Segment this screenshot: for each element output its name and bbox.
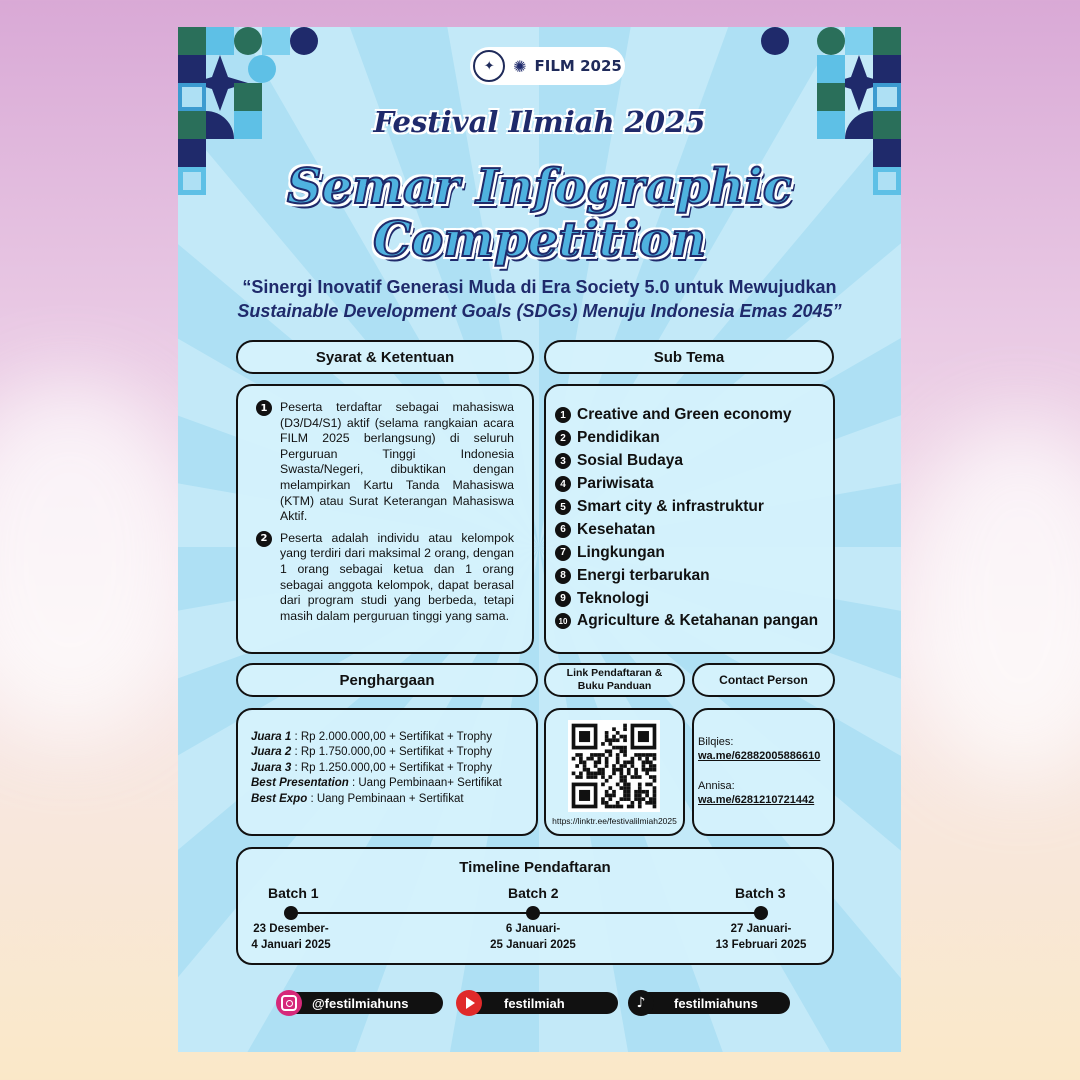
award-item bbox=[251, 745, 536, 760]
award-label: Juara 3 bbox=[251, 761, 292, 774]
social-instagram[interactable] bbox=[278, 992, 443, 1014]
contact-person-2 bbox=[698, 779, 833, 807]
subtema-item bbox=[555, 518, 833, 541]
timeline-dot bbox=[526, 906, 540, 920]
award-text: : Uang Pembinaan+ Sertifikat bbox=[348, 777, 502, 790]
contact-name: Bilqies: bbox=[698, 736, 734, 748]
syarat-item bbox=[256, 400, 514, 525]
tagline-line2: Sustainable Development Goals (SDGs) Menuju Indonesia Emas 2045” bbox=[237, 301, 842, 321]
youtube-icon bbox=[456, 990, 482, 1016]
social-handle: festilmiah bbox=[504, 995, 565, 1011]
number-badge: 2 bbox=[555, 430, 571, 446]
number-badge: 9 bbox=[555, 591, 571, 607]
subtema-label: Agriculture & Ketahanan pangan bbox=[577, 612, 819, 630]
award-text: : Rp 2.000.000,00 + Sertifikat + Trophy bbox=[291, 731, 493, 743]
syarat-text: Peserta terdaftar sebagai mahasiswa (D3/D4/S1) aktif (selama rangkaian acara FILM 2025 berlangsung) di seluruh Perguruan Tinggi Indonesia Swasta/Negeri, dibuktikan dengan melampirkan Kartu Tanda Mahasiswa (KTM) atau Surat Keterangan Mahasiswa Aktif. bbox=[280, 400, 514, 524]
award-text: : Rp 1.750.000,00 + Sertifikat + Trophy bbox=[291, 746, 493, 759]
film-logo-text: FILM 2025 bbox=[534, 57, 622, 75]
film-logo-icon: ✺ bbox=[513, 56, 527, 76]
contact-title: Contact Person bbox=[719, 673, 808, 687]
number-badge: 7 bbox=[555, 545, 571, 561]
competition-title-line2: Competition bbox=[373, 212, 706, 268]
award-item bbox=[251, 792, 536, 807]
award-text: : Uang Pembinaan + Sertifikat bbox=[307, 792, 464, 805]
subtema-label: Creative and Green economy bbox=[577, 406, 792, 424]
subtema-title: Sub Tema bbox=[653, 348, 725, 366]
poster bbox=[178, 27, 901, 1052]
university-seal-icon: ✦ bbox=[473, 50, 505, 82]
award-label: Juara 2 bbox=[251, 746, 292, 759]
tagline bbox=[218, 275, 861, 323]
social-handle: @festilmiahuns bbox=[312, 995, 409, 1011]
subtema-item bbox=[555, 541, 833, 564]
subtema-label: Pendidikan bbox=[577, 429, 660, 447]
social-youtube[interactable] bbox=[458, 992, 618, 1014]
number-badge: 5 bbox=[555, 499, 571, 515]
number-badge: 1 bbox=[555, 407, 571, 423]
subtema-label: Sosial Budaya bbox=[577, 452, 683, 470]
penghargaan-header bbox=[236, 663, 538, 697]
contact-link[interactable]: wa.me/62882005886610 bbox=[698, 750, 821, 762]
syarat-text: Peserta adalah individu atau kelompok yang terdiri dari maksimal 2 orang, dengan 1 orang sebagai ketua dan 1 orang sebagai anggota kelompok, dapat berasal dari program studi yang berbeda, tetapi masih dalam perguruan tinggi yang sama. bbox=[280, 530, 514, 623]
contact-name: Annisa: bbox=[698, 780, 735, 792]
link-header bbox=[544, 663, 685, 697]
subtema-item bbox=[555, 587, 833, 610]
link-box bbox=[544, 708, 685, 836]
batch-title: Batch 1 bbox=[268, 885, 319, 901]
background-glow bbox=[900, 420, 1080, 780]
syarat-box bbox=[236, 384, 534, 654]
subtema-header bbox=[544, 340, 834, 374]
batch-date-line2: 4 Januari 2025 bbox=[251, 939, 331, 951]
subtema-item bbox=[555, 427, 833, 450]
number-badge: 10 bbox=[555, 613, 571, 629]
syarat-item bbox=[256, 531, 514, 625]
batch-date-line1: 23 Desember- bbox=[253, 923, 329, 935]
penghargaan-box bbox=[236, 708, 538, 836]
number-badge: 1 bbox=[256, 400, 272, 416]
batch-date-line1: 6 Januari- bbox=[505, 923, 561, 935]
timeline-dot bbox=[754, 906, 768, 920]
subtema-list bbox=[555, 404, 833, 633]
batch-title: Batch 3 bbox=[735, 885, 786, 901]
timeline-dot bbox=[284, 906, 298, 920]
tiktok-icon: ♪ bbox=[628, 990, 654, 1016]
award-label: Best Expo bbox=[251, 792, 308, 805]
subtema-label: Lingkungan bbox=[577, 543, 665, 561]
batch-date-line2: 25 Januari 2025 bbox=[490, 939, 576, 951]
contact-box bbox=[692, 708, 835, 836]
subtema-item bbox=[555, 496, 833, 519]
instagram-icon bbox=[276, 990, 302, 1016]
subtema-box bbox=[544, 384, 835, 654]
social-handle: festilmiahuns bbox=[674, 995, 758, 1011]
batch-title: Batch 2 bbox=[508, 885, 559, 901]
batch-date-line1: 27 Januari- bbox=[730, 923, 792, 935]
batch-date-line2: 13 Februari 2025 bbox=[715, 939, 807, 951]
subtema-item bbox=[555, 473, 833, 496]
background-glow bbox=[0, 380, 200, 740]
syarat-list bbox=[256, 400, 514, 624]
number-badge: 4 bbox=[555, 476, 571, 492]
award-label: Juara 1 bbox=[251, 731, 292, 743]
award-text: : Rp 1.250.000,00 + Sertifikat + Trophy bbox=[291, 761, 493, 774]
number-badge: 2 bbox=[256, 531, 272, 547]
subtema-item bbox=[555, 610, 833, 633]
number-badge: 8 bbox=[555, 568, 571, 584]
subtema-label: Teknologi bbox=[577, 589, 650, 607]
number-badge: 6 bbox=[555, 522, 571, 538]
subtema-item bbox=[555, 564, 833, 587]
subtema-label: Smart city & infrastruktur bbox=[577, 498, 764, 515]
award-item bbox=[251, 730, 536, 745]
number-badge: 3 bbox=[555, 453, 571, 469]
qr-code-icon[interactable] bbox=[568, 720, 660, 812]
award-item bbox=[251, 761, 536, 776]
timeline-title: Timeline Pendaftaran bbox=[459, 859, 611, 876]
logo-pill bbox=[470, 47, 625, 85]
batch-date bbox=[231, 921, 351, 953]
social-tiktok[interactable] bbox=[630, 992, 790, 1014]
award-label: Best Presentation bbox=[251, 777, 349, 790]
syarat-header bbox=[236, 340, 534, 374]
subtema-item bbox=[555, 404, 833, 427]
festival-title: Festival Ilmiah 2025 bbox=[373, 105, 706, 139]
link-title: Link Pendaftaran & Buku Panduan bbox=[566, 667, 663, 692]
subtema-label: Kesehatan bbox=[577, 520, 656, 538]
subtema-label: Pariwisata bbox=[577, 475, 654, 493]
contact-header bbox=[692, 663, 835, 697]
penghargaan-title: Penghargaan bbox=[339, 671, 435, 689]
competition-title-line1: Semar Infographic bbox=[287, 159, 792, 215]
tagline-line1: “Sinergi Inovatif Generasi Muda di Era Society 5.0 untuk Mewujudkan bbox=[242, 277, 837, 297]
subtema-item bbox=[555, 450, 833, 473]
award-list bbox=[251, 730, 536, 807]
syarat-title: Syarat & Ketentuan bbox=[315, 348, 455, 366]
award-item bbox=[251, 776, 536, 791]
contact-person-1 bbox=[698, 735, 833, 763]
subtema-label: Energi terbarukan bbox=[577, 566, 710, 584]
batch-date bbox=[473, 921, 593, 953]
contact-link[interactable]: wa.me/6281210721442 bbox=[698, 794, 815, 806]
link-url[interactable]: https://linktr.ee/festivalilmiah2025 bbox=[552, 816, 677, 826]
batch-date bbox=[701, 921, 821, 953]
timeline-box bbox=[236, 847, 834, 965]
